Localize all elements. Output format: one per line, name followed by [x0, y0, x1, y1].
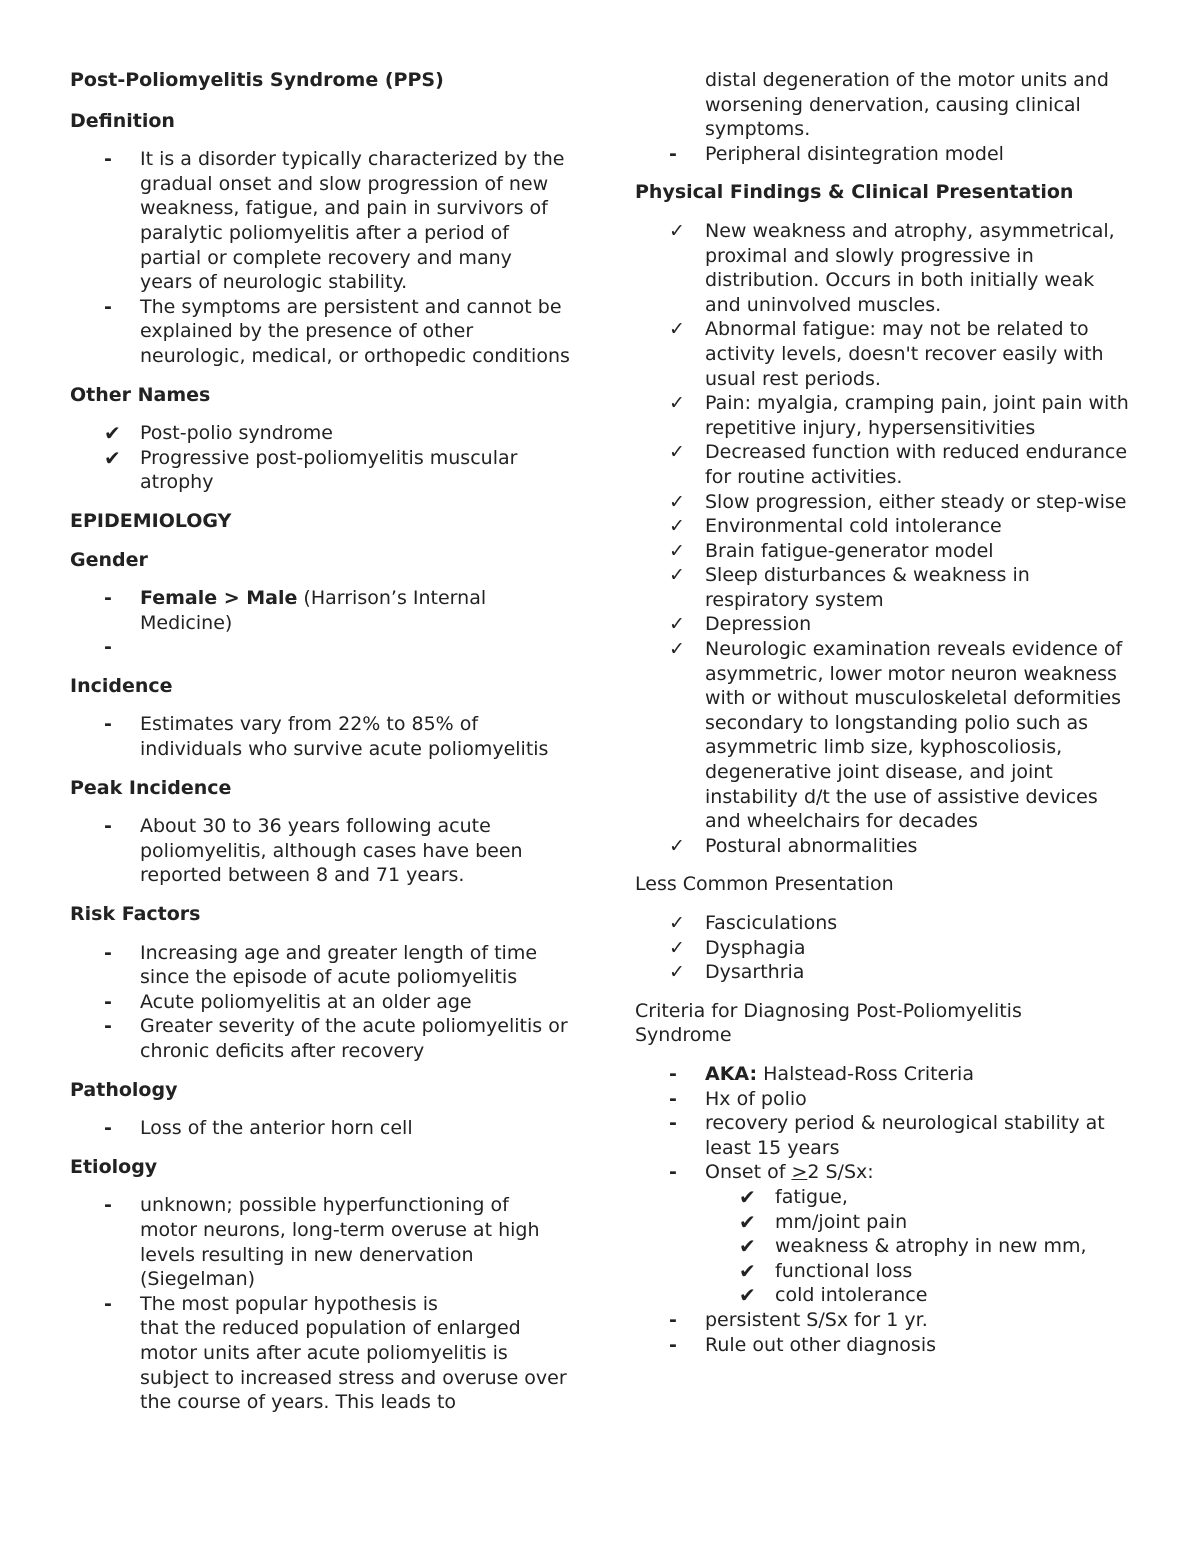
other-names-heading: Other Names — [70, 383, 211, 406]
check-icon: ✔ — [739, 1258, 756, 1283]
dash-bullet: - — [104, 713, 112, 736]
check-icon: ✓ — [669, 539, 685, 562]
check-icon: ✓ — [669, 515, 685, 538]
definition-list — [70, 147, 570, 368]
check-icon: ✓ — [669, 318, 685, 341]
check-icon: ✓ — [669, 834, 685, 857]
physical-findings-list — [635, 219, 1135, 858]
risk-factors-heading: Risk Factors — [70, 903, 201, 926]
list-item: - persistent S/Sx for 1 yr. — [669, 1308, 928, 1331]
dash-bullet: - — [104, 990, 112, 1013]
list-item: - unknown; possible hyperfunctioning of motor neurons, long-term overuse at high levels resulting in new denervation (Siegelman) — [104, 1194, 540, 1291]
check-icon: ✓ — [669, 638, 685, 661]
list-item: - About 30 to 36 years following acute poliomyelitis, although cases have been reported between 8 and 71 years. — [104, 815, 523, 887]
dash-bullet: - — [104, 295, 112, 318]
list-item: - Peripheral disintegration model — [669, 142, 1004, 165]
list-item: ✔ functional loss — [739, 1258, 913, 1283]
list-item — [70, 635, 570, 660]
list-item: ✔ Progressive post-poliomyelitis muscular atrophy — [104, 445, 518, 494]
check-icon: ✓ — [669, 219, 685, 242]
check-icon: ✓ — [669, 936, 685, 959]
list-item: - Acute poliomyelitis at an older age — [104, 990, 472, 1013]
list-item: ✓ Pain: myalgia, cramping pain, joint pain with repetitive injury, hypersensitivities — [669, 392, 1129, 439]
list-item: ✓ Fasciculations — [669, 912, 838, 934]
check-icon: ✔ — [104, 445, 121, 470]
document-title: Post-Poliomyelitis Syndrome (PPS) — [70, 69, 444, 91]
dash-bullet: - — [104, 1117, 112, 1140]
check-icon: ✔ — [739, 1283, 756, 1308]
left-column — [70, 68, 570, 1429]
list-item: ✓ Depression — [669, 613, 812, 636]
dash-bullet: - — [104, 1292, 112, 1315]
check-icon: ✓ — [669, 613, 685, 636]
list-item: ✓ Dysarthria — [669, 961, 805, 984]
check-icon: ✓ — [669, 912, 685, 934]
peak-incidence-heading: Peak Incidence — [70, 776, 232, 799]
check-icon: ✔ — [739, 1234, 756, 1259]
epidemiology-heading: EPIDEMIOLOGY — [70, 509, 232, 532]
check-icon: ✓ — [669, 961, 685, 984]
list-item: - Onset of >2 S/Sx: ✔ fatigue, ✔ mm/joint pain ✔ weakness & atrophy in new mm, ✔ functional loss ✔ cold intolerance — [635, 1160, 1135, 1308]
check-icon: ✔ — [739, 1184, 756, 1209]
less-common-heading: Less Common Presentation — [635, 873, 894, 896]
list-item: - Female > Male (Harrison’s Internal Medicine) — [104, 587, 487, 634]
gender-heading: Gender — [70, 548, 148, 571]
list-item: distal degeneration of the motor units and worsening denervation, causing clinical symptoms. — [705, 69, 1109, 141]
list-item: - The symptoms are persistent and cannot be explained by the presence of other neurologic, medical, or orthopedic conditions — [104, 295, 570, 367]
list-item: ✓ Brain fatigue-generator model — [669, 539, 994, 562]
pathology-list — [70, 1116, 570, 1141]
criteria-list — [635, 1062, 1135, 1357]
other-names-list — [70, 421, 570, 495]
dash-bullet: - — [104, 587, 112, 610]
dash-bullet: - — [669, 1087, 677, 1110]
dash-bullet: - — [104, 1194, 112, 1217]
dash-bullet: - — [104, 941, 112, 964]
dash-bullet: - — [669, 1062, 677, 1085]
dash-bullet: - — [104, 636, 112, 659]
list-item: ✓ Slow progression, either steady or step-wise — [669, 490, 1127, 513]
dash-bullet: - — [104, 1015, 112, 1038]
etiology-list — [70, 1193, 570, 1414]
list-item: - The most popular hypothesis is that the reduced population of enlarged motor units after acute poliomyelitis is subject to increased stress and overuse over the course of years. This leads to — [104, 1292, 567, 1414]
list-item: - Loss of the anterior horn cell — [104, 1117, 413, 1140]
list-item: - Greater severity of the acute poliomyelitis or chronic deficits after recovery — [104, 1015, 568, 1062]
peak-incidence-list — [70, 814, 570, 888]
physical-findings-heading: Physical Findings & Clinical Presentation — [635, 181, 1074, 204]
check-icon: ✓ — [669, 441, 685, 464]
gender-list — [70, 586, 570, 660]
check-icon: ✔ — [739, 1209, 756, 1234]
incidence-heading: Incidence — [70, 674, 173, 697]
onset-sublist — [635, 1185, 1135, 1308]
check-icon: ✓ — [669, 392, 685, 415]
list-item: - It is a disorder typically characterized by the gradual onset and slow progression of new weakness, fatigue, and pain in survivors of paralytic poliomyelitis after a period of partial or complete recovery and many years of neurologic stability. — [104, 148, 565, 294]
list-item: - Increasing age and greater length of time since the episode of acute poliomyelitis — [104, 941, 538, 989]
gender-ratio: Female > Male — [140, 587, 298, 610]
criteria-heading: Criteria for Diagnosing Post-Poliomyelitis Syndrome — [635, 999, 1022, 1047]
list-item: - Hx of polio — [669, 1087, 807, 1110]
list-item: ✓ Postural abnormalities — [669, 834, 918, 857]
less-common-list — [635, 911, 1135, 985]
dash-bullet: - — [669, 1333, 677, 1356]
dash-bullet: - — [669, 1161, 677, 1184]
pathology-heading: Pathology — [70, 1078, 178, 1101]
list-item: ✓ Dysphagia — [669, 936, 806, 959]
check-icon: ✓ — [669, 490, 685, 513]
list-item: ✓ Abnormal fatigue: may not be related to activity levels, doesn't recover easily with usual rest periods. — [669, 318, 1104, 390]
list-item: ✔ weakness & atrophy in new mm, — [739, 1234, 1087, 1259]
list-item: - recovery period & neurological stability at least 15 years — [669, 1112, 1105, 1159]
dash-bullet: - — [669, 142, 677, 165]
list-item: ✔ mm/joint pain — [739, 1209, 908, 1234]
dash-bullet: - — [669, 1308, 677, 1331]
list-item: ✓ Decreased function with reduced endurance for routine activities. — [669, 441, 1128, 488]
list-item: ✓ Sleep disturbances & weakness in respiratory system — [669, 564, 1030, 611]
check-icon: ✔ — [104, 421, 121, 446]
list-item: ✓ Neurologic examination reveals evidence of asymmetric, lower motor neuron weakness with or without musculoskeletal deformities secondary to longstanding polio such as asymmetric limb size, kyphoscoliosis, degenerative joint disease, and joint instability d/t the use of assistive devices and wheelchairs for decades — [669, 638, 1123, 833]
list-item: - Estimates vary from 22% to 85% of individuals who survive acute poliomyelitis — [104, 713, 549, 761]
right-column — [635, 68, 1135, 1371]
definition-heading: Definition — [70, 109, 175, 132]
continuation-list — [635, 68, 1135, 142]
list-item: - Rule out other diagnosis — [669, 1333, 936, 1356]
dash-bullet: - — [669, 1112, 677, 1135]
check-icon: ✓ — [669, 564, 685, 587]
incidence-list — [70, 712, 570, 761]
list-item: ✔ cold intolerance — [739, 1283, 928, 1308]
list-item: - AKA: Halstead-Ross Criteria — [669, 1062, 974, 1085]
etiology-heading: Etiology — [70, 1155, 158, 1178]
dash-bullet: - — [104, 148, 112, 171]
peripheral-list — [635, 142, 1135, 167]
dash-bullet: - — [104, 815, 112, 838]
list-item: ✔ fatigue, — [739, 1184, 848, 1209]
risk-factors-list — [70, 941, 570, 1064]
list-item: ✔ Post-polio syndrome — [104, 421, 333, 446]
list-item: ✓ Environmental cold intolerance — [669, 515, 1002, 538]
list-item: ✓ New weakness and atrophy, asymmetrical, proximal and slowly progressive in distribution. Occurs in both initially weak and uninvolved muscles. — [669, 219, 1115, 316]
